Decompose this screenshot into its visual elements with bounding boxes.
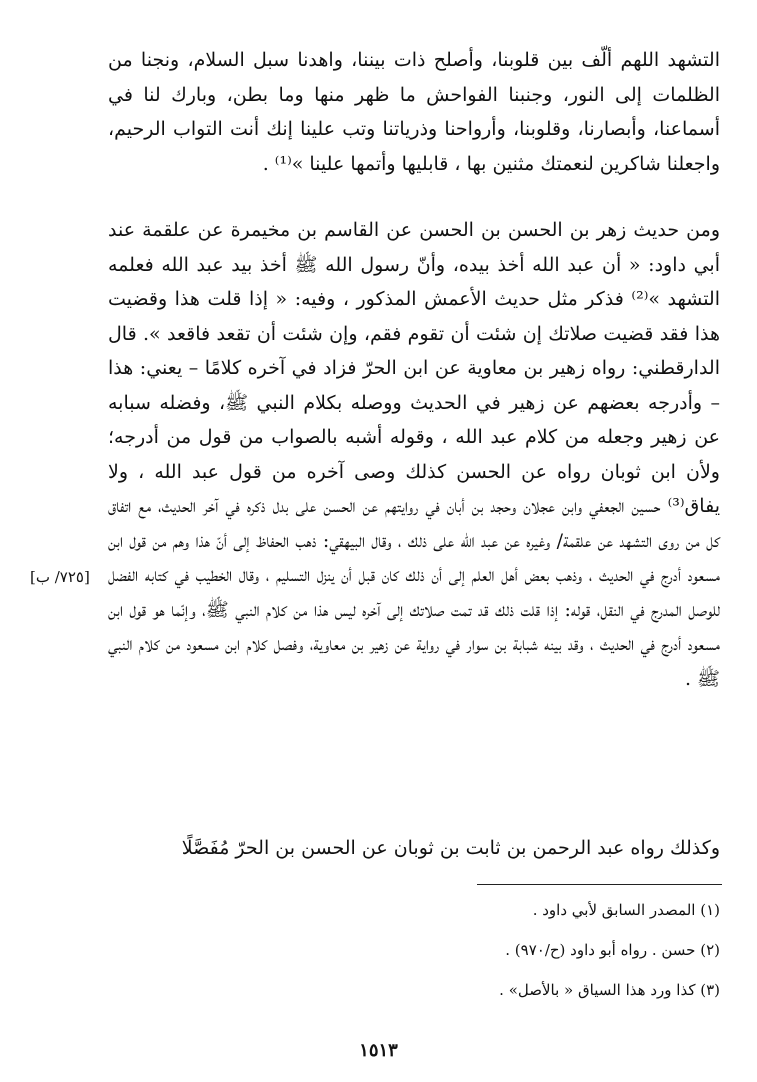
footnote-2: (٢) حسن . رواه أبو داود (ح/٩٧٠) . [505, 941, 720, 959]
footnote-1: (١) المصدر السابق لأبي داود . [532, 901, 720, 919]
paragraph-2: ومن حديث زهر بن الحسن بن الحسن عن القاسم بن مخيمرة عن علقمة عند أبي داود: « أن عبد الله أخذ بيده، وأنّ رسول الله ﷺ أخذ بيد عبد الله فعلمه التشهد »⁽²⁾ فذكر مثل حديث الأعمش المذكور ، وفيه: « إذا قلت هذا وقضيت هذا فقد قضيت صلاتك إن شئت أن تقوم فقم، وإن شئت أن تقعد فاقعد ». قال الدارقطني: رواه زهير بن معاوية عن ابن الحرّ فزاد في آخره كلامًا – يعني: هذا – وأدرجه بعضهم عن زهير في الحديث ووصله بكلام النبي ﷺ، وفضله سبابه عن زهير وجعله من كلام عبد الله ، وقوله أشبه بالصواب من قول من أدرجه؛ ولأن ابن ثوبان رواه عن الحسن كذلك وصى آخره من قول عبد الله ، ولا يفاق⁽³⁾ حسين الجعفي وابن عجلان وحجد بن أبان في روايتهم عن الحسن على بدل ذكره في آخر الحديث، مع اتفاق كل من روى التشهد عن علقمة/ وغيره عن عبد الله على ذلك ، وقال البيهقي: ذهب الحفاظ إلى أنّ هذا وهم من قول ابن مسعود أدرج في الحديث ، وذهب بعض أهل العلم إلى أن ذلك كان قبل أن ينزل التسليم ، وقال الخطيب في كتابه الفضل للوصل المدرج في النقل، قوله: إذا قلت ذلك قد تمت صلاتك إلى آخره ليس هذا من كلام النبي ﷺ، وإنّما هو قول ابن مسعود أدرج في الحديث ، وقد بينه شبابة بن سوار في رواية عن زهير بن معاوية، وفصل كلام ابن مسعود من كلام النبي ﷺ . [108, 219, 720, 690]
page-number: ١٥١٣ [359, 1040, 398, 1061]
footnote-separator [477, 884, 722, 885]
manuscript-folio-marker: [٧٢٥/ ب] [30, 568, 90, 586]
paragraph-3: وكذلك رواه عبد الرحمن بن ثابت بن ثوبان عن الحسن بن الحرّ مُفَصَّلًا [181, 837, 720, 859]
paragraph-1: التشهد اللهم ألّف بين قلوبنا، وأصلح ذات بيننا، واهدنا سبل السلام، ونجنا من الظلمات إلى النور، وجنبنا الفواحش ما ظهر منها وما بطن، وبارك لنا في أسماعنا، وأبصارنا، وقلوبنا، وأرواحنا وذرياتنا وتب علينا إنك أنت التواب الرحيم، واجعلنا شاكرين لنعمتك مثنين بها ، قابليها وأتمها علينا »⁽¹⁾ . [108, 49, 720, 175]
footnotes-list [108, 898, 720, 1018]
footnote-3: (٣) كذا ورد هذا السياق « بالأصل» . [499, 981, 720, 999]
